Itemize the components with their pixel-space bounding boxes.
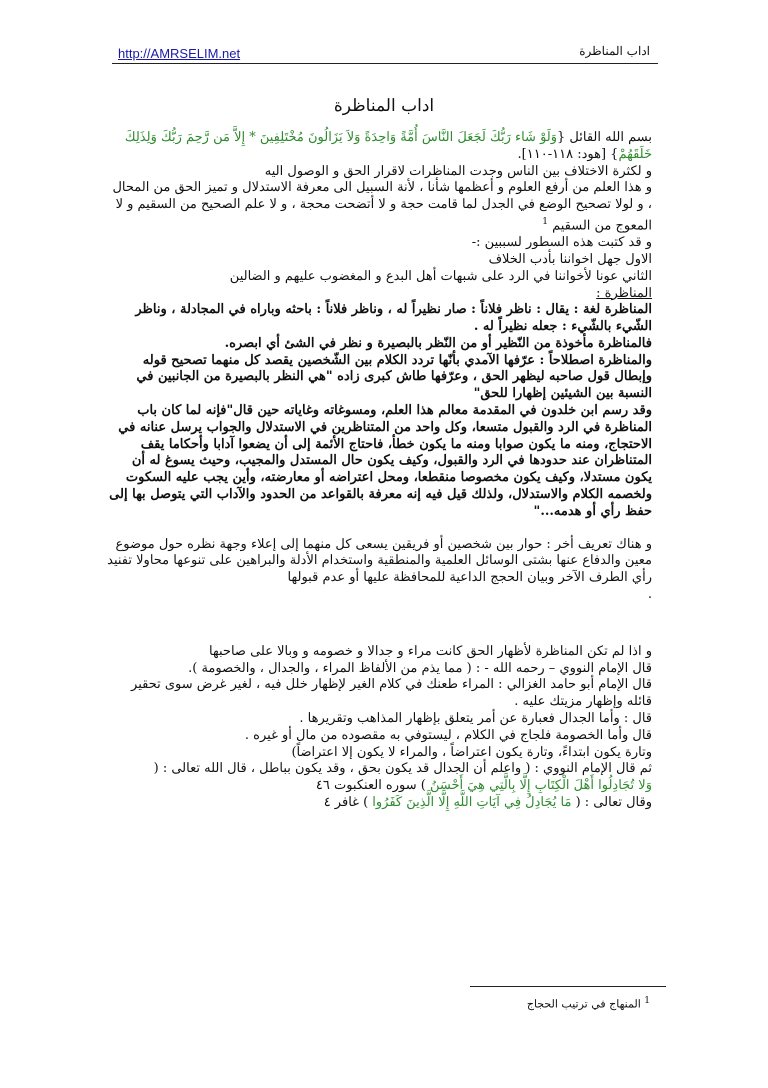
footnote-marker: 1 [542, 216, 548, 227]
verse-reference: } [هود: ١١٨-١١٠]. [517, 146, 619, 162]
quote-khusuma: قال وأما الخصومة فلجاج في الكلام ، ليستوفي به مقصوده من مال أو غيره . [244, 727, 652, 743]
footnote-divider [470, 986, 666, 987]
quran-verse: وَلَوْ شَاء رَبُّكَ لَجَعَلَ النَّاسَ أُمَّةً وَاحِدَةً وَلاَ يَزَالُونَ مُخْتَلِفِينَ * إِلاَّ مَن رَّحِمَ رَبُّكَ وَلِذَلِكَ خَلَقَهُمْ [124, 130, 652, 162]
paragraph-disagreement: و لكثرة الاختلاف بين الناس وجدت المناظرات لاقرار الحق و الوصول اليه [264, 163, 652, 179]
spacer [106, 521, 652, 537]
verse-ghafir-ref: ) غافر ٤ [323, 795, 369, 811]
definition-technical: والمناظرة اصطلاحاً : عرّفها الآمدي بأنّها تردد الكلام بين الشّخصين يقصد كل منهما تصحيح قوله وإبطال قول صاحبه ليظهر الحق ، وعرّفها طاش كبرى زاده "هي النظر بالبصيرة من الجانبين في النسبة بين الشيئين إظهارا للحق" [136, 352, 652, 402]
quote-mira: وتارة يكون ابتداءً، وتارة يكون اعتراضاً ، والمراء لا يكون إلا اعتراضاً) [291, 744, 652, 760]
footnote-text: المنهاج في ترتيب الحجاج [526, 997, 641, 1011]
spacer [106, 604, 652, 644]
opening-verse-paragraph [106, 130, 652, 164]
verse-ankabut-line [106, 778, 652, 795]
paragraph-importance-text: و هذا العلم من أرفع العلوم و أعظمها شأنا ، لأنة السبيل الى معرفة الاستدلال و تميز الحق من المحال ، و لولا تصحيح الوضع في الجدل لما قامت حجة و لا أتضحت محجة ، و لا علم الصحيح من السقيم و لا المعوج من السقيم [112, 180, 652, 234]
document-body [106, 130, 652, 812]
paragraph-dispute: و اذا لم تكن المناظرة لأظهار الحق كانت مراء و جدالا و خصومه و وبالا على صاحبها [209, 643, 652, 659]
quote-jidal: قال : وأما الجدال فعبارة عن أمر يتعلق بإظهار المذاهب وتقريرها . [299, 711, 652, 727]
verse-ankabut-ref: ) سوره العنكبوت ٤٦ [315, 778, 426, 794]
definition-derivation: فالمناظرة مأخوذة من النّظير أو من النّظر بالبصيرة و نظر في الشئ أي ابصره. [224, 335, 652, 351]
quote-ghazali: قال الإمام أبو حامد الغزالي : المراء طعنك في كلام الغير لإظهار خلل فيه ، لغير غرض سوى تحقير قائله وإظهار مزيتك عليه . [131, 677, 652, 710]
footnote [527, 996, 650, 1011]
quote-nawawi-jidal: ثم قال الإمام النووي : ( واعلم أن الجدال قد يكون بحق ، وقد يكون بباطل ، قال الله تعالى : ( [153, 761, 652, 777]
page-title: اداب المناظرة [333, 96, 435, 116]
header-divider [112, 63, 658, 64]
paragraph-reason-one: الاول جهل اخواننا بأدب الخلاف [488, 251, 652, 267]
section-heading-munazara: المناظرة : [596, 285, 652, 301]
paragraph-reason-two: الثاني عونا لأخواننا في الرد على شبهات أهل البدع و المغضوب عليهم و الضالين [229, 268, 652, 284]
paragraph-importance [106, 180, 652, 235]
verse-ghafir-intro: وقال تعالى : ( [575, 795, 652, 811]
quran-verse-ghafir: مَا يُجَادِلُ فِي آيَاتِ اللَّهِ إِلَّا الَّذِينَ كَفَرُوا [372, 795, 572, 811]
quran-verse-ankabut: وَلا تُجَادِلُوا أَهْلَ الْكِتَابِ إِلَّا بِالَّتِي هِيَ أَحْسَنُ [429, 778, 652, 794]
quote-nawawi: قال الإمام النووي – رحمه الله - : ( مما يذم من الألفاظ المراء ، والجدال ، والخصومة ). [188, 660, 652, 676]
definition-linguistic: المناظرة لغة : يقال : ناظر فلاناً : صار نظيراً له ، وناظر فلاناً : باحثه وباراه في المجادلة ، وناظر الشّيء بالشّيء : جعله نظيراً له . [135, 302, 652, 335]
paragraph-reasons: و قد كتبت هذه السطور لسببين :- [471, 235, 652, 251]
site-link[interactable]: http://AMRSELIM.net [118, 46, 241, 61]
paragraph-dot: . [647, 587, 652, 603]
footnote-number: 1 [644, 996, 650, 1006]
verse-ghafir-line [106, 795, 652, 812]
verse-intro: بسم الله القائل { [557, 130, 652, 145]
header-doc-title: اداب المناظرة [579, 44, 650, 58]
definition-ibn-khaldun: وقد رسم ابن خلدون في المقدمة معالم هذا العلم، ومسوغاته وغاياته حين قال"فإنه لما كان باب المناظرة في الرد والقبول متسعا، وكل واحد من المتناظرين في الاستدلال والجواب يرسل عنانه في الاحتجاج، ومنه ما يكون صوابا ومنه ما يكون خطأ، فاحتاج الأئمة إلى أن يضعوا آدابا وأحكاما يقف المتناظران عند حدودها في الرد والقبول، وكيف يكون حال المستدل والمجيب، وحيث يسوغ له أن يكون مستدلا، وكيف يكون مخصوصا منقطعا، ومحل اعتراضه أو معارضته، وأين يجب عليه السكوت ولخصمه الكلام والاستدلال، ولذلك قيل فيه إنه معرفة بالقواعد من الحدود والآداب التي يتوصل بها إلى حفظ رأي أو هدمه..." [109, 403, 652, 519]
paragraph-another-definition: و هناك تعريف أخر : حوار بين شخصين أو فريقين يسعى كل منهما إلى إعلاء وجهة نظره حول موضوع معين والدفاع عنها بشتى الوسائل العلمية والمنطقية واستخدام الأدلة والبراهين على تنوعها محاولا تفنيد رأي الطرف الآخر وبيان الحجج الداعية للمحافظة عليها أو عدم قبولها [107, 536, 652, 586]
